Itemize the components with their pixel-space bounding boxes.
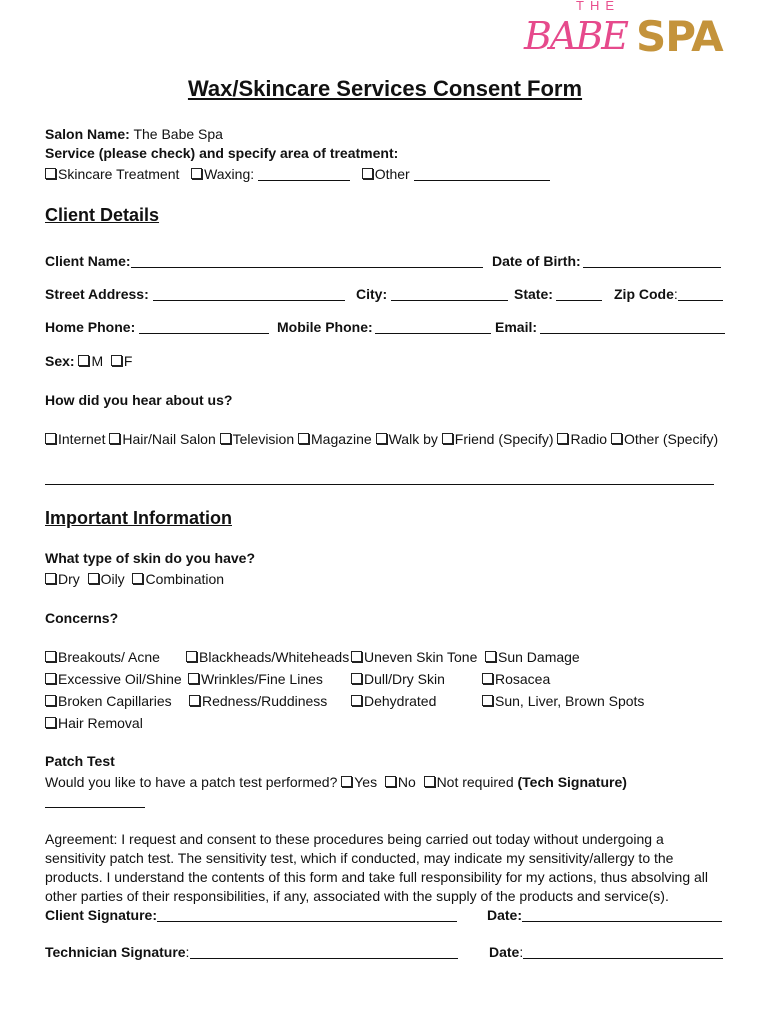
concern-item bbox=[188, 671, 323, 688]
magazine-label: Magazine bbox=[311, 431, 372, 447]
zip-code-field[interactable] bbox=[678, 300, 723, 301]
sex-female-label: F bbox=[123, 353, 133, 369]
patch-test-heading: Patch Test bbox=[45, 753, 115, 769]
other-option-label: Other bbox=[374, 166, 410, 182]
client-name-label: Client Name: bbox=[45, 253, 131, 269]
combination-skin-label: Combination bbox=[145, 571, 225, 587]
email-field[interactable] bbox=[540, 333, 725, 334]
service-label: Service (please check) and specify area of treatment: bbox=[45, 145, 399, 161]
concern-label: Redness/Ruddiness bbox=[202, 693, 328, 709]
patch-test-question: Would you like to have a patch test performed? bbox=[45, 774, 338, 790]
email-label: Email: bbox=[495, 319, 538, 335]
agreement-text: Agreement: I request and consent to these procedures being carried out today without undergoing a sensitivity patch test. The sensitivity test, which if conducted, may indicate my sensitivity/allergy to the products. I understand the contents of this form and take full responsibility for my actions, thus absolving all other parties of their responsibilities, if any, associated with the supply of the products and service(s). bbox=[45, 831, 709, 904]
patch-no-checkbox[interactable] bbox=[385, 776, 396, 787]
zip-code-label-row bbox=[614, 286, 678, 303]
concern-label: Excessive Oil/Shine bbox=[58, 671, 182, 687]
concern-item bbox=[45, 715, 143, 732]
concern-item bbox=[45, 649, 160, 666]
service-options-row bbox=[45, 166, 550, 183]
dob-field[interactable] bbox=[583, 267, 721, 268]
concerns-label: Concerns? bbox=[45, 610, 119, 626]
patch-yes-checkbox[interactable] bbox=[341, 776, 352, 787]
concern-label: Dull/Dry Skin bbox=[364, 671, 445, 687]
tech-signature-field[interactable] bbox=[45, 807, 145, 808]
street-address-field[interactable] bbox=[153, 300, 345, 301]
technician-date-label: Date bbox=[489, 944, 520, 960]
radio-checkbox[interactable] bbox=[557, 433, 568, 444]
combination-skin-checkbox[interactable] bbox=[132, 573, 143, 584]
waxing-option-label: Waxing: bbox=[204, 166, 255, 182]
concern-checkbox[interactable] bbox=[482, 695, 493, 706]
concern-checkbox[interactable] bbox=[351, 673, 362, 684]
hear-about-label: How did you hear about us? bbox=[45, 392, 233, 408]
sex-female-checkbox[interactable] bbox=[111, 355, 122, 366]
concern-checkbox[interactable] bbox=[45, 673, 56, 684]
concern-label: Blackheads/Whiteheads bbox=[199, 649, 350, 665]
internet-label: Internet bbox=[58, 431, 106, 447]
tech-signature-label: (Tech Signature) bbox=[517, 774, 627, 790]
other-service-field[interactable] bbox=[414, 168, 550, 181]
walk-by-checkbox[interactable] bbox=[376, 433, 387, 444]
patch-no-label: No bbox=[397, 774, 416, 790]
home-phone-label: Home Phone: bbox=[45, 319, 136, 335]
concern-label: Breakouts/ Acne bbox=[58, 649, 160, 665]
concern-item bbox=[351, 649, 477, 666]
logo-spa-text: SPA bbox=[636, 12, 723, 61]
logo-babe-text: BABE bbox=[524, 14, 628, 58]
concern-checkbox[interactable] bbox=[45, 695, 56, 706]
hear-about-options-row bbox=[45, 431, 718, 448]
client-name-field[interactable] bbox=[131, 267, 483, 268]
spa-logo bbox=[524, 0, 730, 62]
concern-item bbox=[351, 671, 445, 688]
patch-test-row bbox=[45, 774, 627, 791]
concern-label: Broken Capillaries bbox=[58, 693, 172, 709]
radio-label: Radio bbox=[570, 431, 608, 447]
waxing-checkbox[interactable] bbox=[191, 168, 202, 179]
dry-skin-label: Dry bbox=[58, 571, 80, 587]
concern-item bbox=[482, 671, 550, 688]
technician-date-field[interactable] bbox=[523, 958, 723, 959]
walk-by-label: Walk by bbox=[388, 431, 438, 447]
technician-signature-row bbox=[45, 944, 189, 961]
sex-row bbox=[45, 353, 132, 370]
concern-checkbox[interactable] bbox=[189, 695, 200, 706]
skin-type-options-row bbox=[45, 571, 224, 588]
dob-label: Date of Birth: bbox=[492, 253, 581, 269]
skin-type-question: What type of skin do you have? bbox=[45, 550, 256, 566]
oily-skin-checkbox[interactable] bbox=[88, 573, 99, 584]
concern-label: Dehydrated bbox=[364, 693, 437, 709]
concern-checkbox[interactable] bbox=[186, 651, 197, 662]
technician-date-colon: : bbox=[519, 944, 524, 960]
other-source-checkbox[interactable] bbox=[611, 433, 622, 444]
concern-item bbox=[485, 649, 580, 666]
technician-signature-colon: : bbox=[185, 944, 190, 960]
hear-about-specify-field[interactable] bbox=[45, 484, 714, 485]
concern-item bbox=[351, 693, 436, 710]
client-details-heading: Client Details bbox=[45, 205, 160, 225]
state-field[interactable] bbox=[556, 300, 602, 301]
concern-label: Hair Removal bbox=[58, 715, 143, 731]
patch-not-required-checkbox[interactable] bbox=[424, 776, 435, 787]
mobile-phone-field[interactable] bbox=[375, 333, 491, 334]
television-label: Television bbox=[232, 431, 295, 447]
dry-skin-checkbox[interactable] bbox=[45, 573, 56, 584]
sex-label: Sex: bbox=[45, 353, 75, 369]
salon-label: Hair/Nail Salon bbox=[122, 431, 216, 447]
concern-checkbox[interactable] bbox=[485, 651, 496, 662]
technician-signature-field[interactable] bbox=[190, 958, 458, 959]
salon-name-value: The Babe Spa bbox=[133, 126, 223, 142]
client-signature-field[interactable] bbox=[157, 921, 457, 922]
concern-item bbox=[482, 693, 644, 710]
concern-checkbox[interactable] bbox=[482, 673, 493, 684]
concern-label: Rosacea bbox=[495, 671, 551, 687]
state-label: State: bbox=[514, 286, 553, 302]
client-signature-label: Client Signature: bbox=[45, 907, 158, 923]
concern-checkbox[interactable] bbox=[351, 695, 362, 706]
friend-label: Friend (Specify) bbox=[454, 431, 554, 447]
zip-code-colon: : bbox=[673, 286, 678, 302]
other-source-label: Other (Specify) bbox=[623, 431, 719, 447]
technician-signature-label: Technician Signature bbox=[45, 944, 186, 960]
television-checkbox[interactable] bbox=[220, 433, 231, 444]
technician-date-row bbox=[489, 944, 523, 961]
concern-checkbox[interactable] bbox=[351, 651, 362, 662]
client-date-field[interactable] bbox=[522, 921, 722, 922]
other-service-checkbox[interactable] bbox=[362, 168, 373, 179]
concern-checkbox[interactable] bbox=[45, 651, 56, 662]
city-label: City: bbox=[356, 286, 388, 302]
sex-male-label: M bbox=[91, 353, 104, 369]
street-address-label: Street Address: bbox=[45, 286, 149, 302]
concern-item bbox=[45, 693, 172, 710]
patch-yes-label: Yes bbox=[354, 774, 378, 790]
concern-item bbox=[189, 693, 327, 710]
sex-male-checkbox[interactable] bbox=[78, 355, 89, 366]
client-date-label: Date: bbox=[487, 907, 523, 923]
concern-item bbox=[45, 671, 182, 688]
form-title: Wax/Skincare Services Consent Form bbox=[187, 76, 583, 101]
internet-checkbox[interactable] bbox=[45, 433, 56, 444]
patch-not-required-label: Not required bbox=[436, 774, 514, 790]
salon-name-row bbox=[45, 126, 223, 143]
mobile-phone-label: Mobile Phone: bbox=[277, 319, 373, 335]
friend-checkbox[interactable] bbox=[442, 433, 453, 444]
concern-label: Sun, Liver, Brown Spots bbox=[495, 693, 645, 709]
oily-skin-label: Oily bbox=[100, 571, 125, 587]
city-field[interactable] bbox=[391, 300, 508, 301]
concern-checkbox[interactable] bbox=[188, 673, 199, 684]
zip-code-label: Zip Code bbox=[614, 286, 674, 302]
skincare-option-label: Skincare Treatment bbox=[58, 166, 180, 182]
salon-name-label: Salon Name: bbox=[45, 126, 130, 142]
important-info-heading: Important Information bbox=[45, 508, 232, 528]
skincare-checkbox[interactable] bbox=[45, 168, 56, 179]
home-phone-field[interactable] bbox=[139, 333, 269, 334]
concern-label: Uneven Skin Tone bbox=[364, 649, 478, 665]
concern-item bbox=[186, 649, 349, 666]
concern-label: Wrinkles/Fine Lines bbox=[201, 671, 323, 687]
magazine-checkbox[interactable] bbox=[298, 433, 309, 444]
salon-checkbox[interactable] bbox=[109, 433, 120, 444]
concern-checkbox[interactable] bbox=[45, 717, 56, 728]
waxing-area-field[interactable] bbox=[258, 168, 350, 181]
concern-label: Sun Damage bbox=[498, 649, 580, 665]
logo-the-text: THE bbox=[576, 0, 620, 13]
